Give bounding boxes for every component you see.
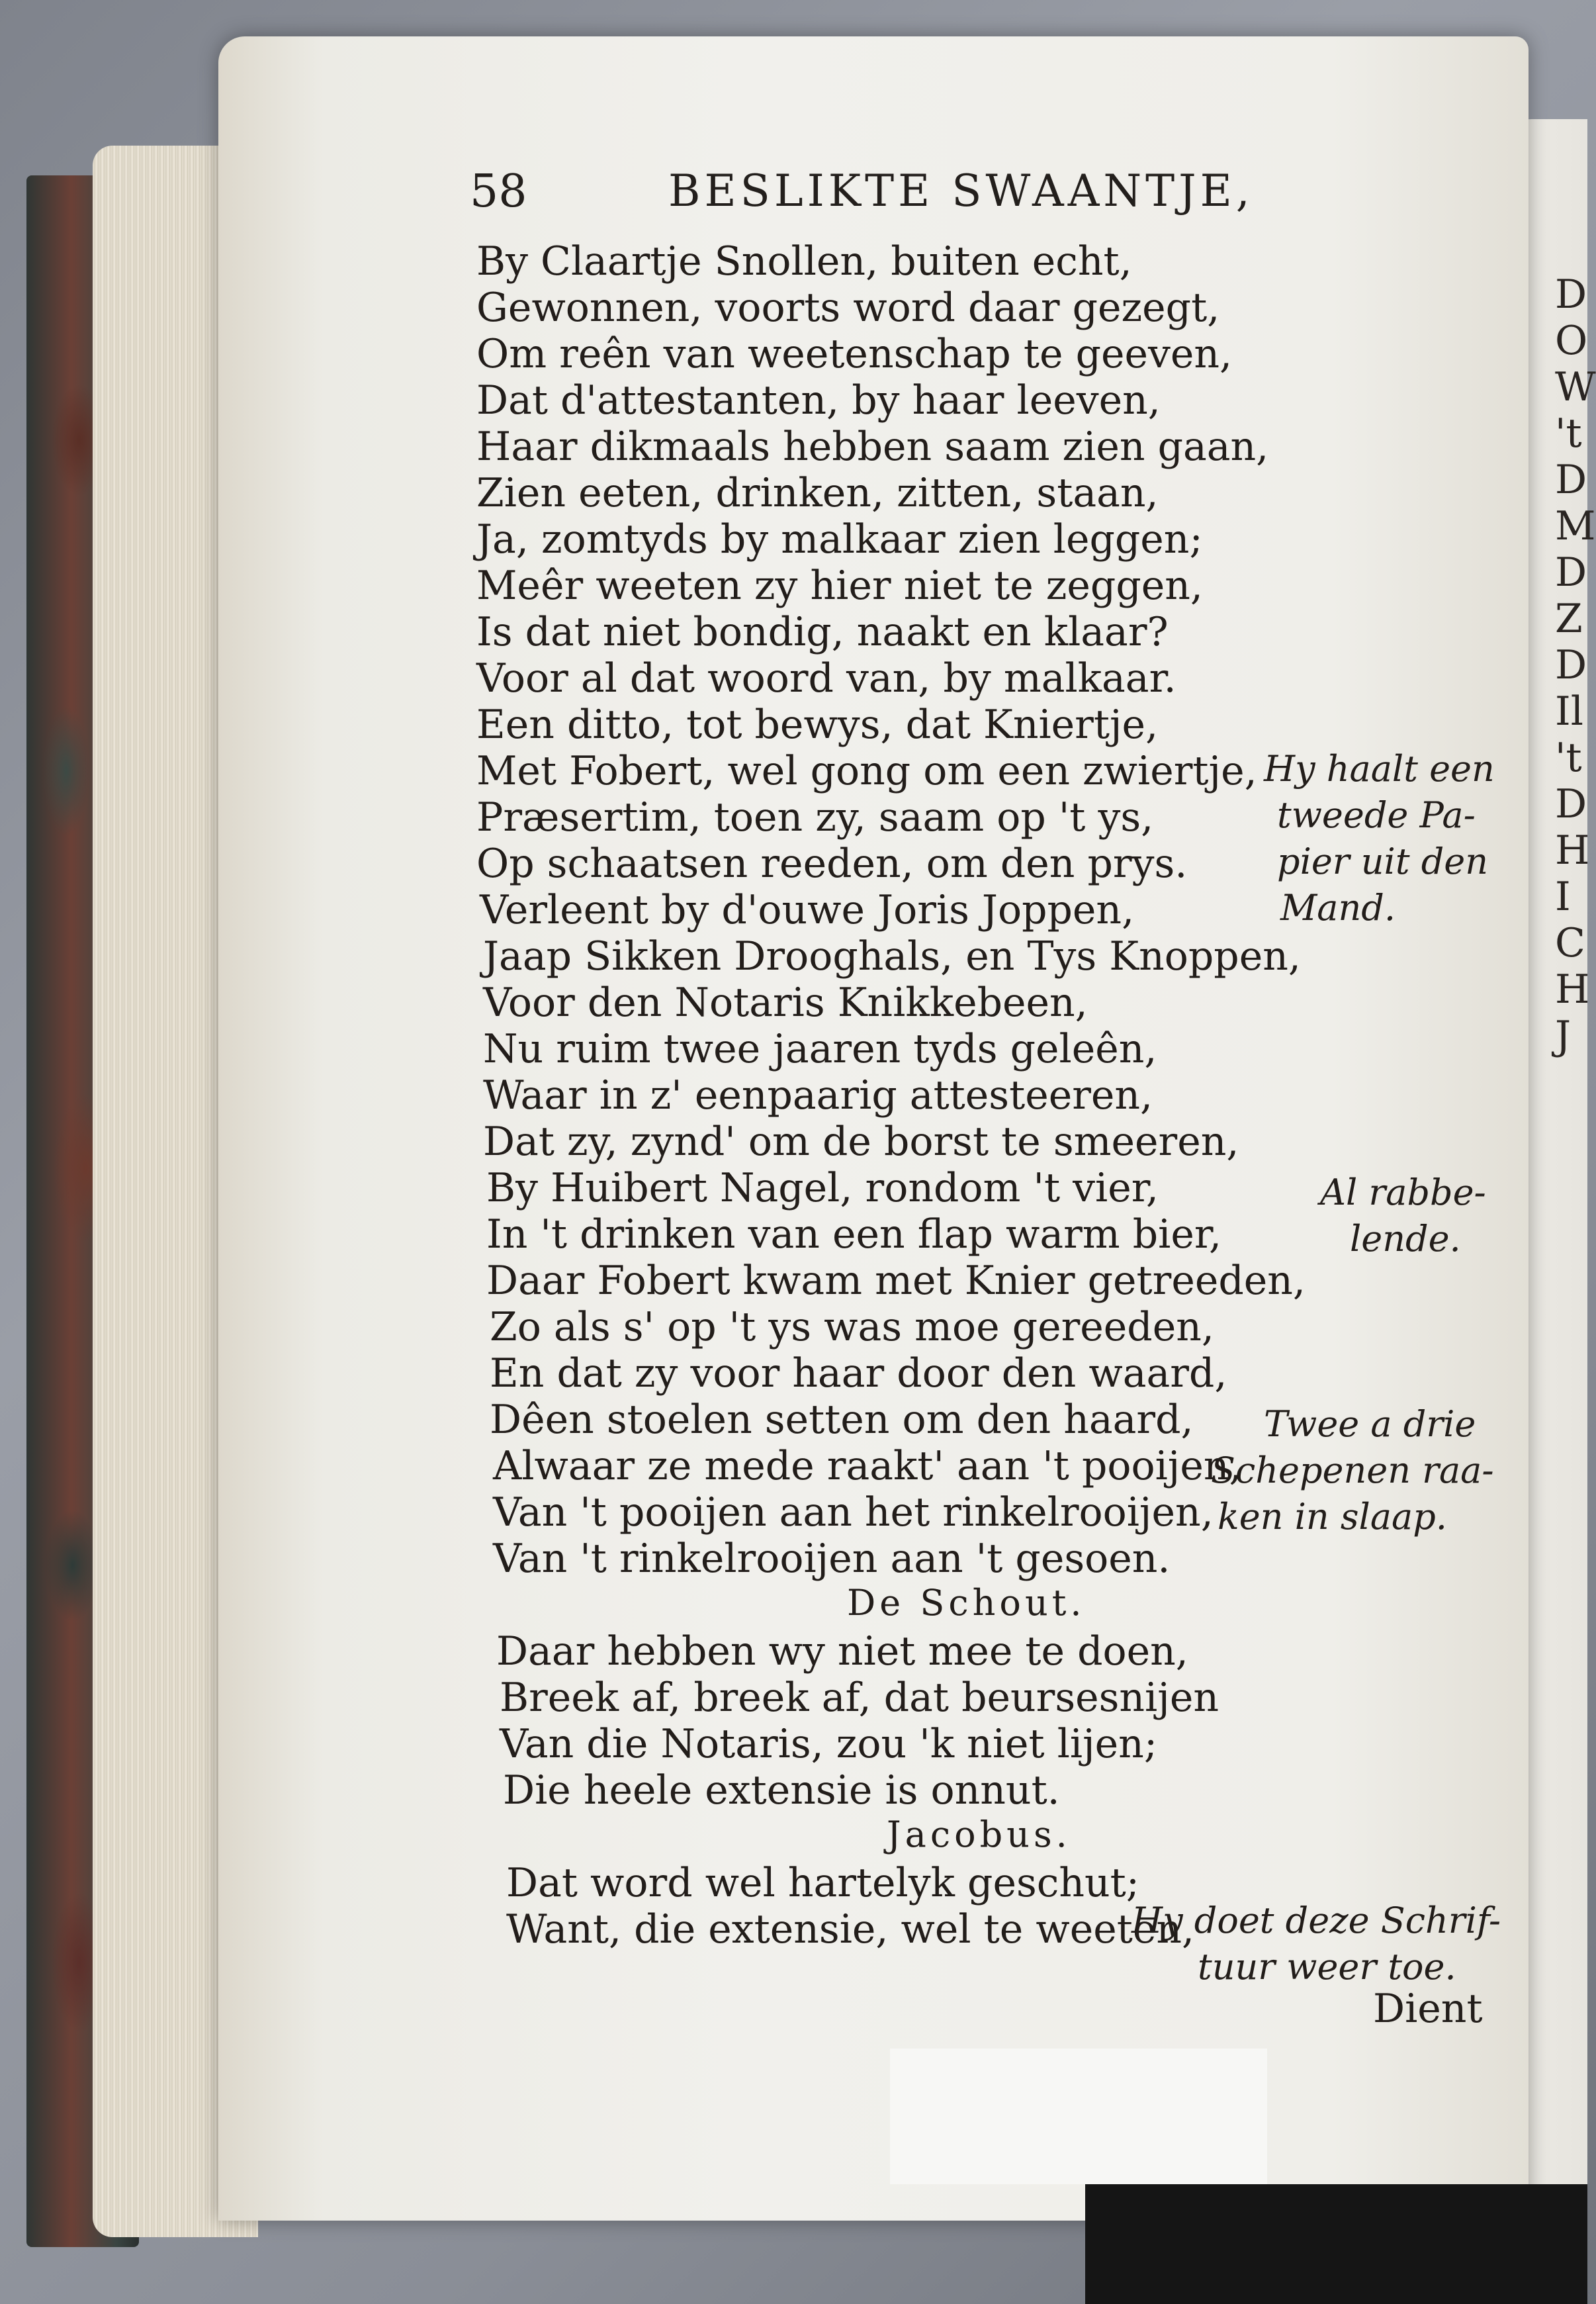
running-title: BESLIKTE SWAANTJE, (668, 165, 1254, 216)
facing-letter: Il (1555, 688, 1583, 735)
verse-line: In 't drinken van een flap warm bier, (486, 1211, 1222, 1258)
facing-letter: W (1555, 364, 1596, 410)
facing-letter: 't (1555, 735, 1582, 781)
verse-line: Dêen stoelen setten om den haard, (490, 1397, 1194, 1443)
catchword: Dient (1373, 1986, 1483, 2032)
facing-letter: J (1555, 1013, 1572, 1059)
verse-line: Breek af, breek af, dat beursesnijen (500, 1675, 1219, 1721)
verse-line: Meêr weeten zy hier niet te zeggen, (476, 563, 1203, 609)
facing-letter: Z (1555, 596, 1583, 642)
stage-direction: ken in slaap. (1218, 1496, 1447, 1538)
stage-direction: Schepenen raa- (1211, 1450, 1494, 1491)
verse-line: Ja, zomtyds by malkaar zien leggen; (476, 516, 1203, 563)
verse-line: Verleent by d'ouwe Joris Joppen, (480, 887, 1135, 933)
verse-line: Waar in z' eenpaarig attesteeren, (483, 1072, 1153, 1119)
stage-direction: pier uit den (1277, 841, 1488, 882)
page-number: 58 (470, 165, 527, 218)
verse-line: Met Fobert, wel gong om een zwiertje, (476, 748, 1257, 794)
facing-letter: M (1555, 503, 1596, 549)
facing-letter: D (1555, 457, 1587, 503)
verse-line: Om reên van weetenschap te geeven, (476, 331, 1233, 377)
verse-line: Een ditto, tot bewys, dat Kniertje, (476, 702, 1159, 748)
facing-letter: 't (1555, 410, 1582, 457)
stage-direction: Al rabbe- (1320, 1172, 1486, 1213)
verse-line: Zo als s' op 't ys was moe gereeden, (490, 1304, 1214, 1350)
verse-line: Daar hebben wy niet mee te doen, (496, 1628, 1188, 1675)
verse-line: By Huibert Nagel, rondom 't vier, (486, 1165, 1159, 1211)
stage-direction: tuur weer toe. (1198, 1946, 1456, 1988)
verse-line: Voor den Notaris Knikkebeen, (483, 980, 1088, 1026)
facing-letter: C (1555, 920, 1585, 966)
facing-letter: O (1555, 318, 1588, 364)
verse-line: By Claartje Snollen, buiten echt, (476, 238, 1132, 285)
verse-line: Gewonnen, voorts word daar gezegt, (476, 285, 1220, 331)
facing-letter: H (1555, 966, 1590, 1013)
verse-line: Præsertim, toen zy, saam op 't ys, (476, 794, 1154, 841)
verse-line: Van die Notaris, zou 'k niet lijen; (500, 1721, 1158, 1767)
page-header (470, 165, 1376, 225)
verse-line: Dat d'attestanten, by haar leeven, (476, 377, 1161, 424)
verse-line: Van 't rinkelrooijen aan 't gesoen. (493, 1536, 1171, 1582)
verse-line: Jaap Sikken Drooghals, en Tys Knoppen, (483, 933, 1301, 980)
speaker-heading-jacobus: Jacobus. (887, 1814, 1071, 1855)
speaker-heading-schout: De Schout. (847, 1582, 1086, 1624)
verse-line: Nu ruim twee jaaren tyds geleên, (483, 1026, 1157, 1072)
verse-line: Die heele extensie is onnut. (503, 1767, 1060, 1814)
verse-line: Voor al dat woord van, by malkaar. (476, 655, 1176, 702)
verse-line: Op schaatsen reeden, om den prys. (476, 841, 1188, 887)
facing-letter: D (1555, 271, 1587, 318)
verse-line: Want, die extensie, wel te weeten, (506, 1906, 1195, 1953)
verse-line: Zien eeten, drinken, zitten, staan, (476, 470, 1159, 516)
verse-line: Van 't pooijen aan het rinkelrooijen, (493, 1489, 1214, 1536)
stage-direction: lende. (1350, 1218, 1461, 1260)
stage-direction: tweede Pa- (1277, 794, 1476, 836)
verse-line: Haar dikmaals hebben saam zien gaan, (476, 424, 1269, 470)
stage-direction: Twee a drie (1264, 1403, 1476, 1445)
facing-letter: H (1555, 827, 1590, 874)
stage-direction: Hy doet deze Schrif- (1131, 1900, 1501, 1941)
facing-letter: I (1555, 874, 1571, 920)
dark-surface (1085, 2184, 1587, 2304)
verse-line: Daar Fobert kwam met Knier getreeden, (486, 1258, 1306, 1304)
verse-line: Alwaar ze mede raakt' aan 't pooijen, (493, 1443, 1242, 1489)
white-patch (890, 2049, 1267, 2184)
verse-line: Is dat niet bondig, naakt en klaar? (476, 609, 1169, 655)
facing-letter: D (1555, 549, 1587, 596)
verse-line: Dat zy, zynd' om de borst te smeeren, (483, 1119, 1239, 1165)
verse-line: Dat word wel hartelyk geschut; (506, 1860, 1139, 1906)
facing-letter: D (1555, 781, 1587, 827)
facing-letter: D (1555, 642, 1587, 688)
stage-direction: Mand. (1280, 887, 1396, 929)
stage-direction: Hy haalt een (1264, 748, 1495, 790)
verse-line: En dat zy voor haar door den waard, (490, 1350, 1227, 1397)
